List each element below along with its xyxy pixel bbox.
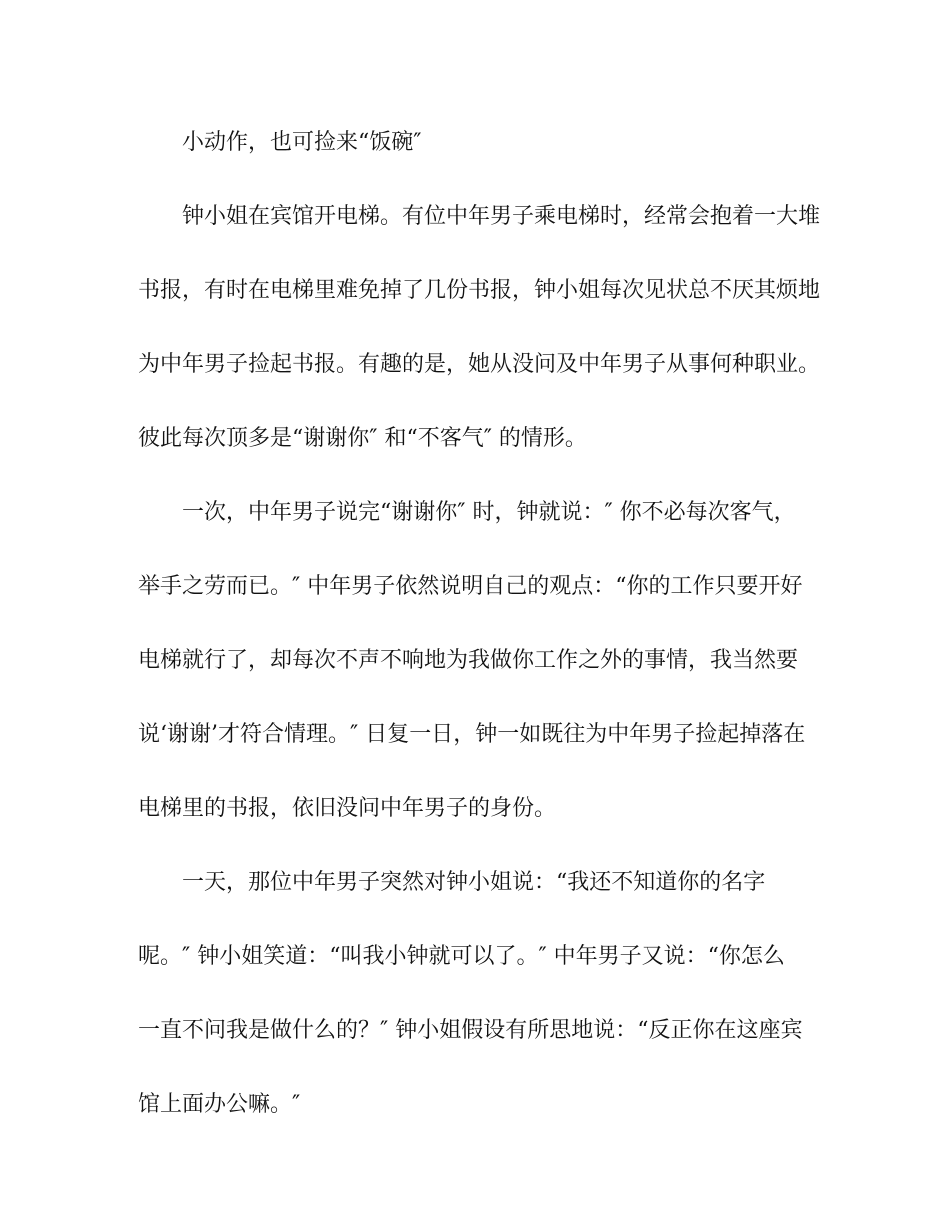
paragraph-line: 一天，那位中年男子突然对钟小姐说：“我还不知道你的名字	[182, 870, 766, 895]
paragraph-line: 一次，中年男子说完“谢谢你″ 时，钟就说：″ 你不必每次客气，	[182, 500, 796, 525]
document-title: 小动作，也可捡来“饭碗″	[182, 130, 422, 155]
paragraph-line: 为中年男子捡起书报。有趣的是，她从没问及中年男子从事何种职业。	[138, 352, 821, 377]
paragraph-line: 举手之劳而已。″ 中年男子依然说明自己的观点：“你的工作只要开好	[138, 574, 803, 599]
paragraph-line: 彼此每次顶多是“谢谢你″ 和“不客气″ 的情形。	[138, 426, 587, 451]
paragraph-line: 书报，有时在电梯里难免掉了几份书报，钟小姐每次见状总不厌其烦地	[138, 278, 821, 303]
paragraph-line: 呢。″ 钟小姐笑道：“叫我小钟就可以了。″ 中年男子又说：“你怎么	[138, 944, 785, 969]
paragraph-line: 钟小姐在宾馆开电梯。有位中年男子乘电梯时，经常会抱着一大堆	[182, 204, 821, 229]
paragraph-line: 馆上面办公嘛。″	[138, 1092, 301, 1117]
paragraph-line: 说‘谢谢’才符合情理。″ 日复一日，钟一如既往为中年男子捡起掉落在	[138, 722, 806, 747]
paragraph-line: 电梯就行了，却每次不声不响地为我做你工作之外的事情，我当然要	[138, 648, 799, 673]
paragraph-line: 一直不问我是做什么的？″ 钟小姐假设有所思地说：“反正你在这座宾	[138, 1018, 803, 1043]
paragraph-line: 电梯里的书报，依旧没问中年男子的身份。	[138, 796, 557, 821]
